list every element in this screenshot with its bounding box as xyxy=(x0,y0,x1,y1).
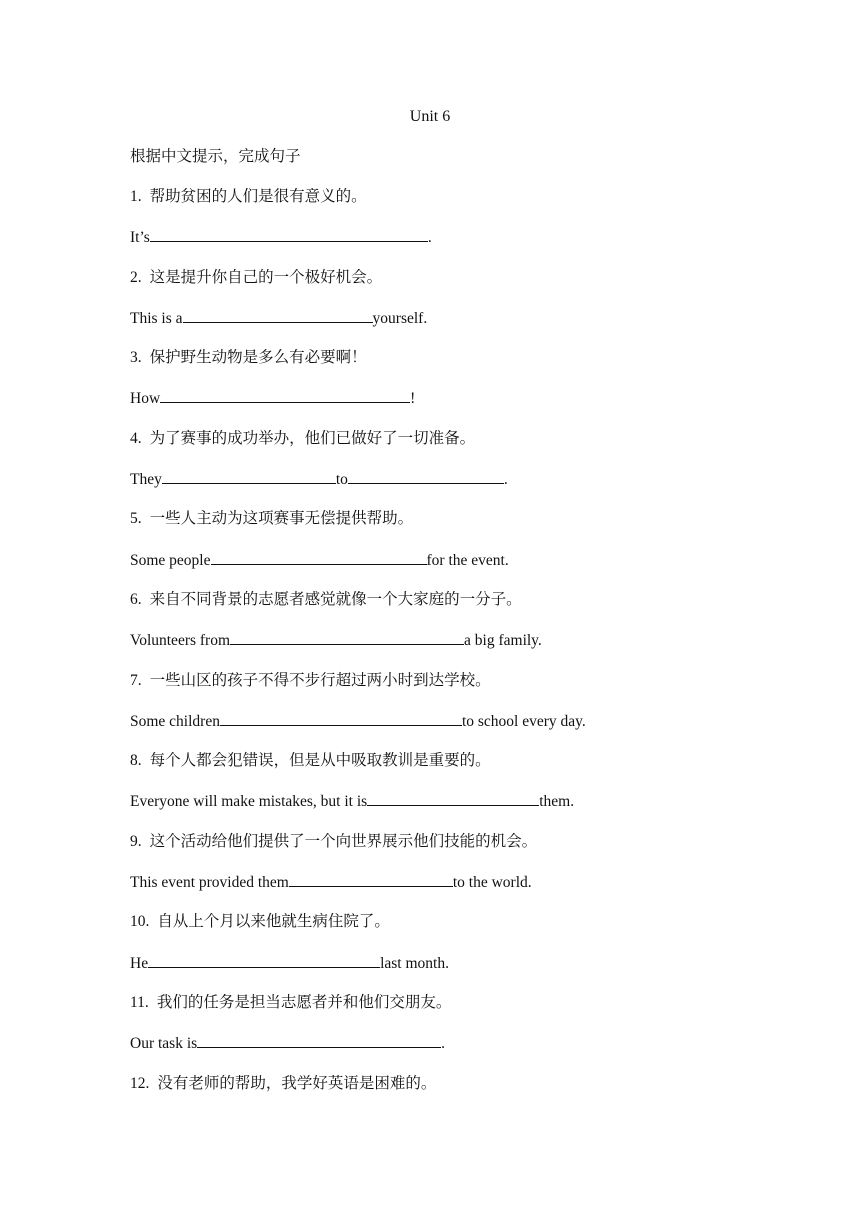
answer-blank[interactable] xyxy=(183,307,373,323)
sentence-end: to the world. xyxy=(452,874,532,892)
chinese-prompt xyxy=(130,911,810,951)
sentence-start: He xyxy=(130,954,149,972)
exercise-item xyxy=(130,267,810,348)
chinese-prompt xyxy=(130,589,810,629)
english-sentence xyxy=(130,226,810,266)
chinese-prompt xyxy=(130,670,810,710)
answer-blank[interactable] xyxy=(197,1032,441,1048)
answer-blank[interactable] xyxy=(160,387,410,403)
sentence-end: . xyxy=(441,1035,446,1053)
exercise-item xyxy=(130,992,810,1073)
english-sentence xyxy=(130,307,810,347)
item-number: 8. xyxy=(130,752,142,770)
answer-blank[interactable] xyxy=(211,549,427,565)
item-number: 10. xyxy=(130,913,150,931)
chinese-sentence: 自从上个月以来他就生病住院了。 xyxy=(157,913,390,931)
sentence-start: Everyone will make mistakes, but it is xyxy=(130,793,368,811)
sentence-start: Some children xyxy=(130,712,220,730)
english-sentence xyxy=(130,468,810,508)
exercise-item xyxy=(130,1073,810,1154)
chinese-sentence: 为了赛事的成功举办，他们已做好了一切准备。 xyxy=(149,429,476,447)
sentence-end: a big family. xyxy=(464,632,542,650)
sentence-start: This is a xyxy=(130,309,183,327)
english-sentence xyxy=(130,549,810,589)
chinese-sentence: 一些山区的孩子不得不步行超过两小时到达学校。 xyxy=(149,671,491,689)
english-sentence xyxy=(130,952,810,992)
answer-blank[interactable] xyxy=(148,952,380,968)
exercise-item xyxy=(130,911,810,992)
sentence-start: They xyxy=(130,471,162,489)
chinese-sentence: 来自不同背景的志愿者感觉就像一个大家庭的一分子。 xyxy=(149,590,522,608)
item-number: 5. xyxy=(130,510,142,528)
item-number: 1. xyxy=(130,188,142,205)
chinese-sentence: 我们的任务是担当志愿者并和他们交朋友。 xyxy=(156,993,452,1011)
chinese-sentence: 一些人主动为这项赛事无偿提供帮助。 xyxy=(149,510,414,528)
exercise-item xyxy=(130,186,810,267)
answer-blank[interactable] xyxy=(348,468,504,484)
sentence-end: yourself. xyxy=(372,309,428,327)
chinese-sentence: 每个人都会犯错误，但是从中吸取教训是重要的。 xyxy=(149,752,491,770)
answer-blank[interactable] xyxy=(289,871,453,887)
sentence-end: for the event. xyxy=(426,551,509,569)
english-sentence xyxy=(130,1032,810,1072)
exercise-item xyxy=(130,670,810,751)
chinese-sentence: 保护野生动物是多么有必要啊！ xyxy=(149,349,367,367)
sentence-start: This event provided them xyxy=(130,874,289,892)
sentence-end: them. xyxy=(539,793,575,811)
sentence-end: to school every day. xyxy=(461,712,586,730)
item-number: 6. xyxy=(130,590,142,608)
sentence-end: . xyxy=(427,229,432,247)
chinese-prompt xyxy=(130,186,810,226)
sentence-end: . xyxy=(503,471,508,489)
exercise-item xyxy=(130,750,810,831)
item-number: 12. xyxy=(130,1074,150,1092)
chinese-prompt xyxy=(130,992,810,1032)
english-sentence xyxy=(130,710,810,750)
item-number: 2. xyxy=(130,268,142,286)
sentence-start: Volunteers from xyxy=(130,632,231,650)
item-number: 4. xyxy=(130,429,142,447)
exercise-item xyxy=(130,428,810,509)
chinese-prompt xyxy=(130,508,810,548)
chinese-prompt xyxy=(130,750,810,790)
sentence-end: last month. xyxy=(380,954,449,972)
english-sentence xyxy=(130,790,810,830)
sentence-end: ! xyxy=(410,390,416,408)
chinese-prompt xyxy=(130,267,810,307)
exercise-list xyxy=(130,186,810,1153)
item-number: 9. xyxy=(130,832,142,850)
exercise-item xyxy=(130,347,810,428)
chinese-prompt xyxy=(130,428,810,468)
sentence-start: It’s xyxy=(130,229,150,247)
instruction-text: 根据中文提示，完成句子 xyxy=(130,148,301,165)
chinese-prompt xyxy=(130,1073,810,1113)
answer-blank[interactable] xyxy=(230,629,464,645)
item-number: 7. xyxy=(130,671,142,689)
exercise-item xyxy=(130,831,810,912)
chinese-sentence: 这个活动给他们提供了一个向世界展示他们技能的机会。 xyxy=(149,832,538,850)
chinese-sentence: 这是提升你自己的一个极好机会。 xyxy=(149,268,383,286)
item-number: 11. xyxy=(130,993,149,1011)
sentence-start: Some people xyxy=(130,551,211,569)
sentence-middle: to xyxy=(335,471,348,489)
english-sentence xyxy=(130,387,810,427)
chinese-prompt xyxy=(130,347,810,387)
sentence-start: How xyxy=(130,390,161,408)
exercise-item xyxy=(130,589,810,670)
sentence-start: Our task is xyxy=(130,1035,198,1053)
english-sentence xyxy=(130,871,810,911)
answer-blank[interactable] xyxy=(150,226,428,242)
chinese-sentence: 帮助贫困的人们是很有意义的。 xyxy=(149,188,367,205)
answer-blank[interactable] xyxy=(162,468,336,484)
item-number: 3. xyxy=(130,349,142,367)
chinese-prompt xyxy=(130,831,810,871)
english-sentence xyxy=(130,629,810,669)
chinese-sentence: 没有老师的帮助，我学好英语是困难的。 xyxy=(157,1074,437,1092)
answer-blank[interactable] xyxy=(367,790,539,806)
answer-blank[interactable] xyxy=(220,710,462,726)
exercise-item xyxy=(130,508,810,589)
page-title: Unit 6 xyxy=(409,108,451,125)
